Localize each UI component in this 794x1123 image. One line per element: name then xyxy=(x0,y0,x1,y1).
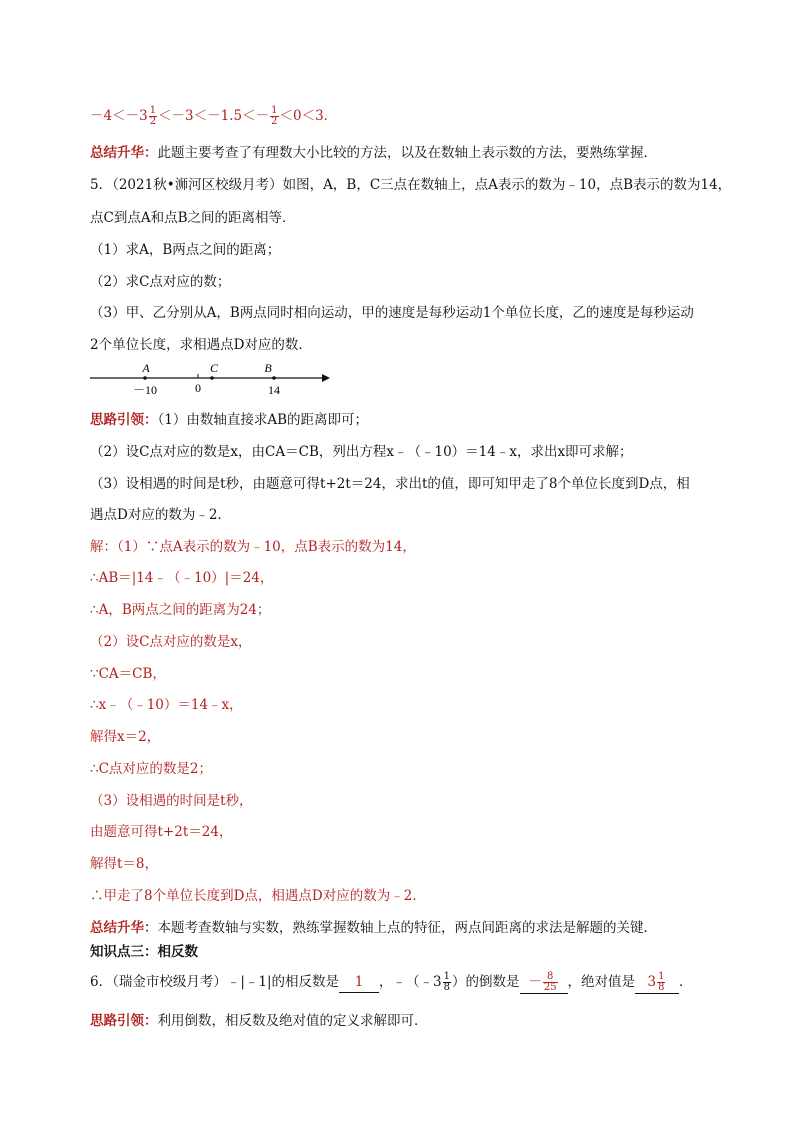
number-line-figure xyxy=(90,362,330,398)
point-a xyxy=(143,376,147,380)
point-c xyxy=(210,376,214,380)
hint-6: 思路引领：利用倒数，相反数及绝对值的定义求解即可． xyxy=(90,1013,428,1029)
question-5-sub2: （2）求C点对应的数； xyxy=(90,274,231,290)
solution-step: ∴C点对应的数是2； xyxy=(90,761,213,777)
question-5-line1: 5．（2021秋•浉河区校级月考）如图，A，B，C三点在数轴上，点A表示的数为﹣10，点B表示的数为14， xyxy=(90,177,732,193)
solution-step: （3）设相遇的时间是t秒， xyxy=(90,793,253,809)
fraction: $\frac{1}{2}$ xyxy=(149,105,157,127)
answer-blank-1: 1 xyxy=(339,972,379,993)
solution-step: ∵CA＝CB， xyxy=(90,666,166,682)
fraction: $\frac{1}{8}$ xyxy=(443,971,450,993)
solution-step: 解得t＝8， xyxy=(90,856,159,872)
inequality-chain: －4＜－3 $\frac{1}{2}$ ＜－3＜－1.5＜－ $\frac{1}{2}$ ＜0＜3． xyxy=(90,105,338,127)
answer-blank-3: 3 $\frac{1}{8}$ xyxy=(635,972,679,994)
solution-step: ∴A，B两点之间的距离为24； xyxy=(90,602,271,618)
solution-step: ∴甲走了8个单位长度到D点，相遇点D对应的数为﹣2． xyxy=(90,888,426,904)
summary-2: 总结升华：本题考查数轴与实数，熟练掌握数轴上点的特征，两点间距离的求法是解题的关键． xyxy=(90,920,657,936)
arrow-right-icon xyxy=(322,374,330,382)
solution-step: 由题意可得t+2t＝24， xyxy=(90,824,233,840)
tick-label-14: 14 xyxy=(268,383,280,397)
fraction: $\frac{1}{2}$ xyxy=(271,105,278,127)
question-5-sub3b: 2个单位长度，求相遇点D对应的数． xyxy=(90,337,312,353)
label-b: B xyxy=(264,362,272,375)
section-title: 知识点三：相反数 xyxy=(90,944,198,960)
label-c: C xyxy=(209,362,219,375)
solution-step: ∴AB＝|14﹣（﹣10）|＝24， xyxy=(90,570,274,586)
solution-step: 解：（1）∵点A表示的数为﹣10，点B表示的数为14， xyxy=(90,539,416,555)
hint-5-line1: 思路引领：（1）由数轴直接求AB的距离即可； xyxy=(90,412,369,428)
hint-5-line3b: 遇点D对应的数为﹣2． xyxy=(90,507,231,523)
solution-step: （2）设C点对应的数是x， xyxy=(90,634,252,650)
question-5-sub3a: （3）甲、乙分别从A，B两点同时相向运动，甲的速度是每秒运动1个单位长度，乙的速度是每秒运动 xyxy=(90,305,694,321)
label-a: A xyxy=(142,362,150,375)
answer-blank-2: － $\frac{8}{25}$ xyxy=(520,972,568,994)
point-b xyxy=(272,376,276,380)
question-5-line2: 点C到点A和点B之间的距离相等． xyxy=(90,210,296,226)
summary-1: 总结升华：此题主要考查了有理数大小比较的方法，以及在数轴上表示数的方法，要熟练掌握． xyxy=(90,145,657,161)
hint-5-line2: （2）设C点对应的数是x，由CA＝CB，列出方程x﹣（﹣10）＝14﹣x，求出x即可求解； xyxy=(90,444,633,460)
solution-step: 解得x＝2， xyxy=(90,729,161,745)
question-5-sub1: （1）求A，B两点之间的距离； xyxy=(90,242,281,258)
hint-5-line3a: （3）设相遇的时间是t秒，由题意可得t+2t＝24，求出t的值，即可知甲走了8个单位长度到D点，相 xyxy=(90,476,690,492)
solution-step: ∴x﹣（﹣10）＝14﹣x， xyxy=(90,697,243,713)
tick-label-0: 0 xyxy=(195,381,201,395)
tick-label-neg10: －10 xyxy=(132,383,158,397)
question-6: 6．（瑞金市校级月考）﹣|﹣1|的相反数是 1 ，﹣（﹣3 $\frac{1}{8}$ ）的倒数是 － $\frac{8}{25}$ ，绝对值是 3 $\frac{1}{8}$ ． xyxy=(90,971,693,993)
